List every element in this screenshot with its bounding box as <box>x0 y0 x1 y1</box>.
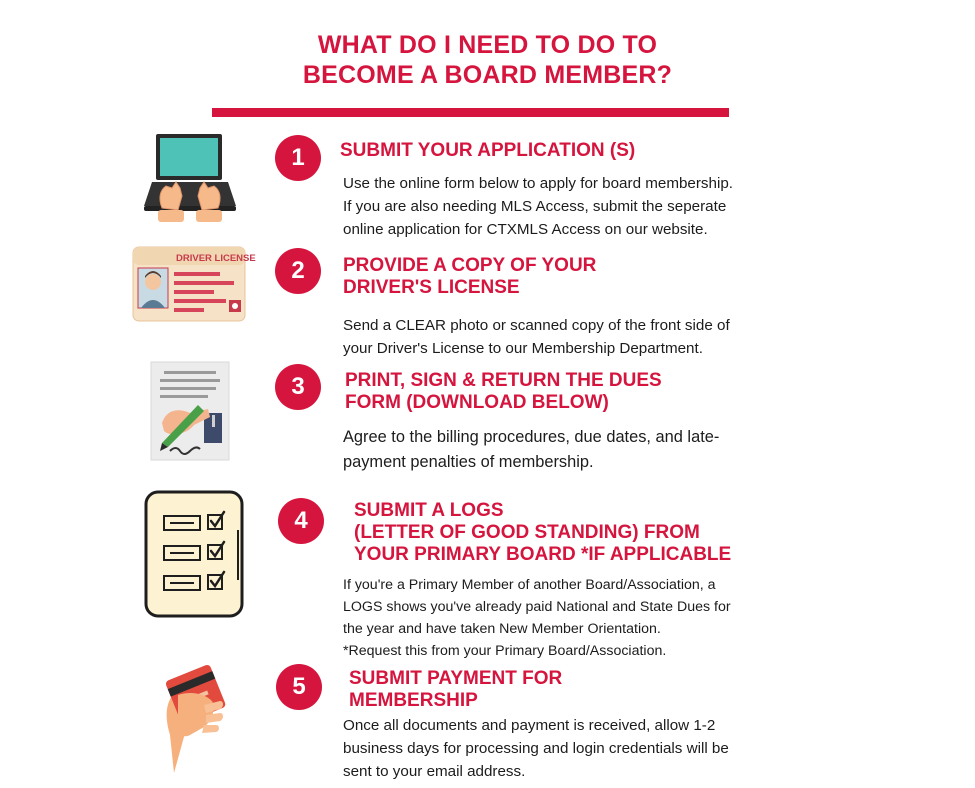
step-number-1: 1 <box>275 135 321 181</box>
step-number-5: 5 <box>276 664 322 710</box>
step-heading-2: PROVIDE A COPY OF YOUR DRIVER'S LICENSE <box>343 255 597 298</box>
step-body-4: If you're a Primary Member of another Board/Association, a LOGS shows you've already paid National and State Dues for the year and have taken New Member Orientation. *Request this from your Primary Board/Association. <box>343 577 731 659</box>
title-line-1: WHAT DO I NEED TO DO TO <box>317 31 658 59</box>
step-number-3: 3 <box>275 364 321 410</box>
step-heading-5: SUBMIT PAYMENT FOR MEMBERSHIP <box>349 668 563 711</box>
laptop-icon <box>142 132 238 224</box>
step-body-1: Use the online form below to apply for board membership. If you are also needing MLS Access, submit the seperate online application for CTXMLS Access on our website. <box>343 175 734 238</box>
license-label: DRIVER LICENSE <box>176 253 256 264</box>
page-title <box>0 30 975 90</box>
step-number-2: 2 <box>275 248 321 294</box>
credit-card-hand-icon <box>160 655 228 775</box>
step-heading-4: SUBMIT A LOGS (LETTER OF GOOD STANDING) FROM YOUR PRIMARY BOARD *IF APPLICABLE <box>354 500 732 565</box>
step-body-2: Send a CLEAR photo or scanned copy of the front side of your Driver's License to our Membership Department. <box>343 317 730 357</box>
step-number-4: 4 <box>278 498 324 544</box>
title-divider <box>212 108 729 117</box>
drivers-license-icon <box>132 246 256 322</box>
step-body-3: Agree to the billing procedures, due dates, and late- payment penalties of membership. <box>343 428 720 471</box>
step-heading-3: PRINT, SIGN & RETURN THE DUES FORM (DOWNLOAD BELOW) <box>345 370 662 413</box>
title-line-2: BECOME A BOARD MEMBER? <box>302 61 673 89</box>
step-body-5: Once all documents and payment is received, allow 1-2 business days for processing and login credentials will be sent to your email address. <box>343 717 729 780</box>
step-heading-1: SUBMIT YOUR APPLICATION (S) <box>340 140 636 161</box>
checklist-icon <box>144 490 246 620</box>
signing-document-icon <box>150 361 230 461</box>
